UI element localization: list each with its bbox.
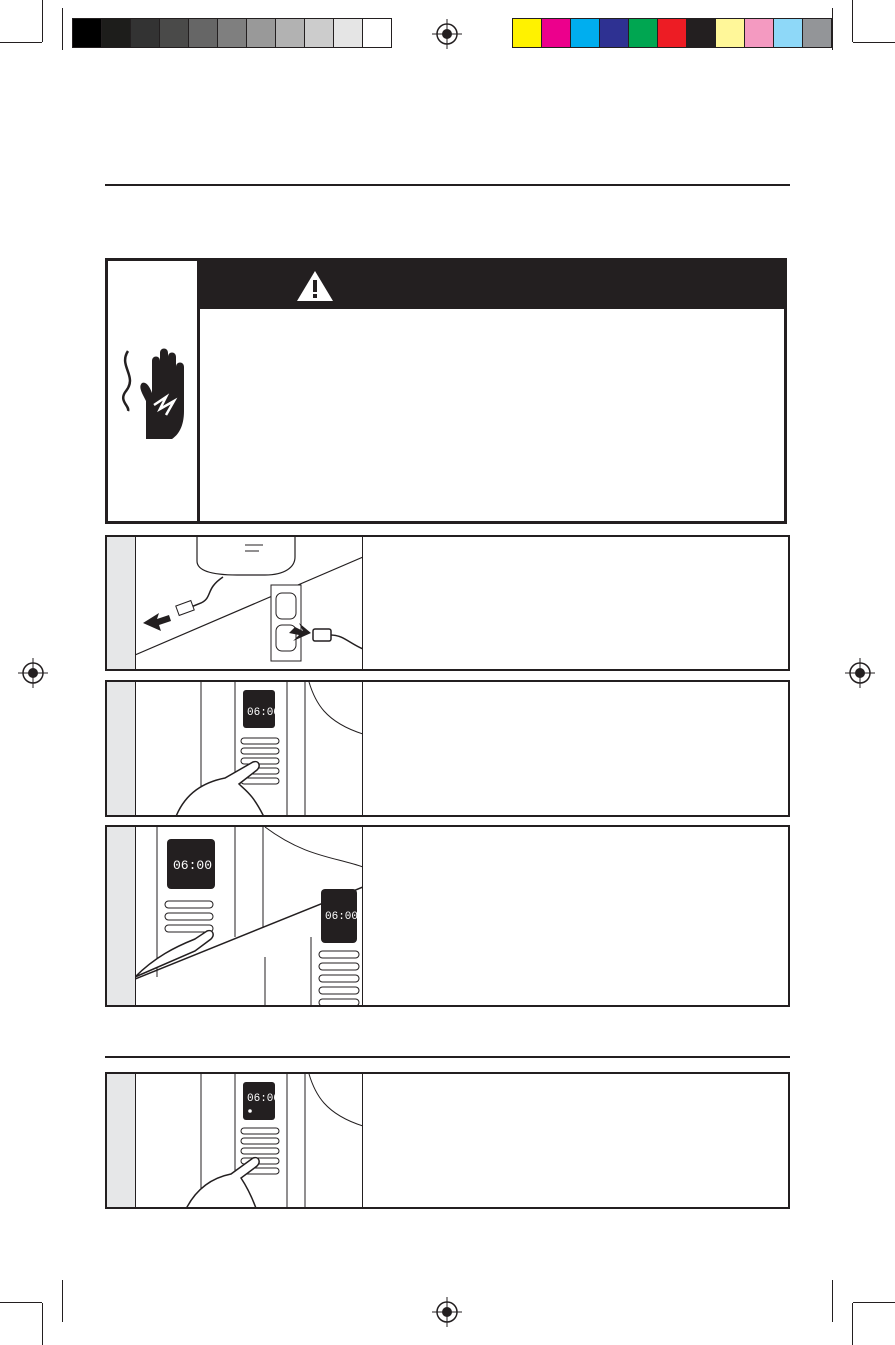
registration-mark-icon: [432, 1297, 462, 1327]
color-swatch: [188, 18, 218, 48]
color-swatch: [101, 18, 131, 48]
step-tab: [107, 682, 136, 815]
color-swatch: [686, 18, 716, 48]
crop-mark: [62, 1280, 63, 1322]
color-swatch: [512, 18, 542, 48]
step-panel-4: [105, 1072, 790, 1209]
process-color-bar: [512, 18, 831, 48]
display-time-text: 06:00: [173, 858, 213, 873]
step-panel-1: [105, 535, 790, 671]
warning-symbol-panel: [108, 261, 200, 521]
registration-mark-icon: [18, 658, 48, 688]
step-tab: [107, 827, 136, 1005]
step-panel-2: [105, 680, 790, 817]
color-swatch: [599, 18, 629, 48]
warning-triangle-icon: [295, 269, 335, 303]
color-swatch: [304, 18, 334, 48]
color-swatch: [715, 18, 745, 48]
crop-mark: [0, 42, 42, 43]
crop-mark: [852, 0, 853, 42]
press-button-indicator-illustration: [135, 1074, 363, 1207]
step-panel-3: [105, 825, 790, 1007]
display-time-text: 06:00: [247, 1093, 281, 1105]
step-tab: [107, 1074, 136, 1207]
indicator-dot-icon: [248, 1109, 252, 1113]
crop-mark: [852, 1303, 853, 1345]
warning-box: [105, 258, 787, 524]
crop-mark: [42, 0, 43, 42]
step-tab: [107, 537, 136, 669]
registration-mark-icon: [845, 658, 875, 688]
crop-mark: [62, 8, 63, 50]
press-and-hold-button-illustration: [135, 827, 363, 1005]
color-swatch: [773, 18, 803, 48]
color-swatch: [72, 18, 102, 48]
color-swatch: [657, 18, 687, 48]
color-swatch: [246, 18, 276, 48]
color-swatch: [130, 18, 160, 48]
unplug-appliance-illustration: [135, 537, 363, 669]
color-swatch: [628, 18, 658, 48]
color-swatch: [159, 18, 189, 48]
press-control-button-illustration: [135, 682, 363, 815]
electrical-shock-hand-icon: [108, 331, 200, 451]
crop-mark: [853, 42, 895, 43]
grayscale-color-bar: [72, 18, 391, 48]
color-swatch: [275, 18, 305, 48]
section-rule: [105, 184, 790, 186]
section-rule: [105, 1056, 790, 1058]
color-swatch: [744, 18, 774, 48]
color-swatch: [217, 18, 247, 48]
registration-mark-icon: [432, 19, 462, 49]
color-swatch: [570, 18, 600, 48]
display-time-text: 06:00: [325, 911, 359, 923]
crop-mark: [832, 1280, 833, 1322]
color-swatch: [541, 18, 571, 48]
crop-mark: [42, 1303, 43, 1345]
color-swatch: [333, 18, 363, 48]
warning-header: [200, 261, 784, 309]
color-swatch: [362, 18, 392, 48]
color-swatch: [802, 18, 832, 48]
crop-mark: [0, 1302, 42, 1303]
crop-mark: [853, 1302, 895, 1303]
crop-mark: [832, 8, 833, 50]
display-time-text: 06:00: [247, 707, 281, 719]
